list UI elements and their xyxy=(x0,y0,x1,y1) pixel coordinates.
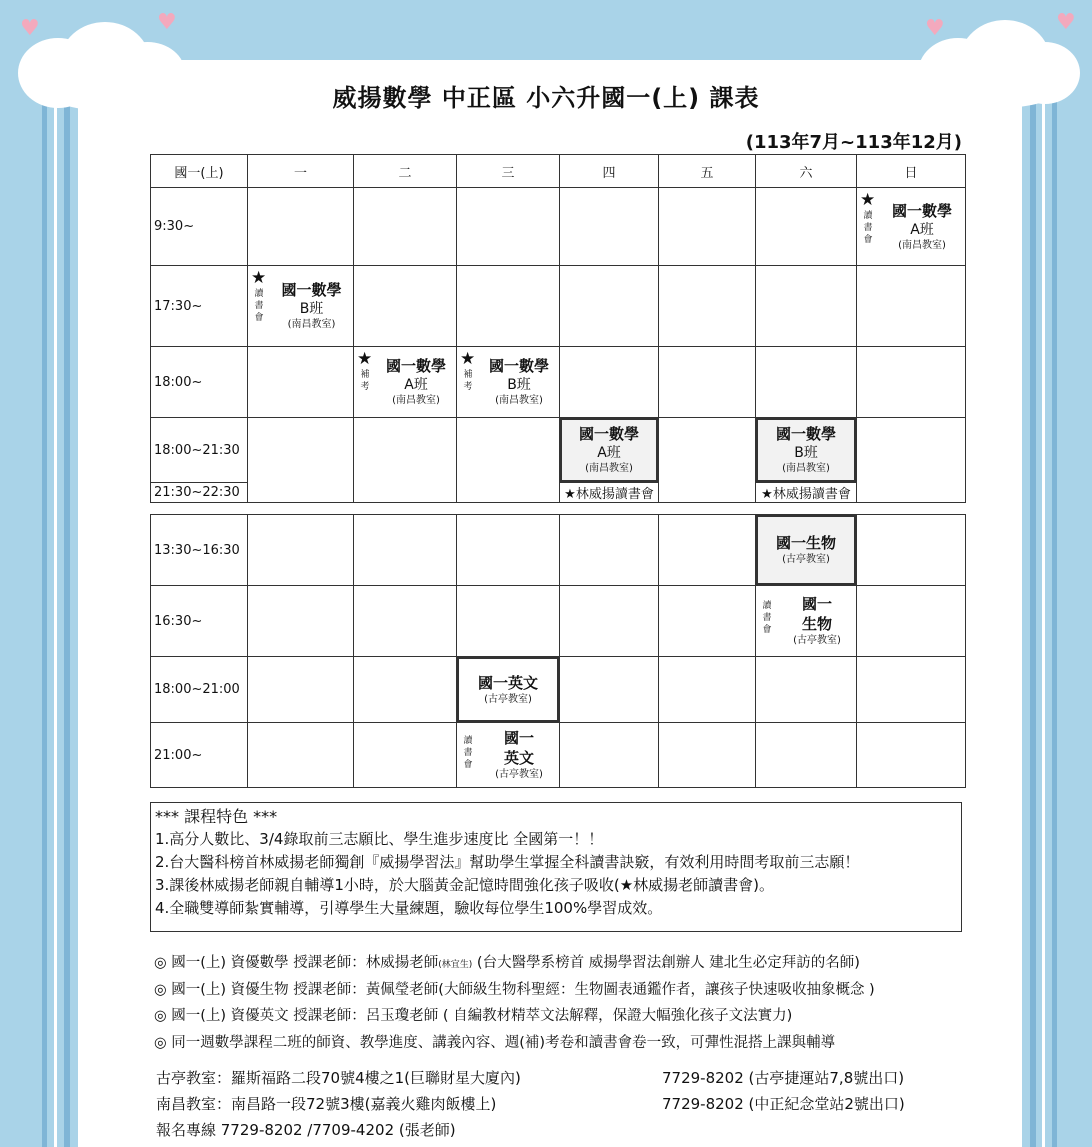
header-sat: 六 xyxy=(756,155,857,188)
feature-item: 2.台大醫科榜首林威揚老師獨創『威揚學習法』幫助學生掌握全科讀書訣竅，有效利用時間考取前三志願！ xyxy=(155,853,860,871)
header-tue: 二 xyxy=(354,155,457,188)
course-features-box xyxy=(150,802,962,932)
course-room: (古亭教室) xyxy=(484,693,532,705)
left-stripe-white xyxy=(54,95,57,1147)
course-class: B班 xyxy=(299,301,324,317)
mix-class-note: ◎ 同一週數學課程二班的師資、教學進度、講義內容、週(補)考卷和讀書會卷一致，可彈性混搭上課與輔導 xyxy=(154,1035,836,1051)
header-mon: 一 xyxy=(248,155,354,188)
heart-icon: ♥ xyxy=(1056,10,1076,35)
course-class: B班 xyxy=(794,445,818,461)
course-cell xyxy=(354,347,457,418)
right-stripe-2 xyxy=(1052,95,1057,1147)
course-class: A班 xyxy=(404,377,428,393)
time-label: 9:30~ xyxy=(151,188,248,266)
period-label: (113年7月~113年12月) xyxy=(745,132,962,153)
course-cell-highlight xyxy=(560,418,659,483)
course-cell-highlight xyxy=(756,515,857,586)
left-stripe-2 xyxy=(64,95,70,1147)
course-class: A班 xyxy=(910,221,934,238)
time-label: 18:00~ xyxy=(151,347,248,418)
teacher-eng: ◎ 國一(上) 資優英文 授課老師：呂玉瓊老師 ( 自編教材精萃文法解釋，保證大幅強化孩子文法實力) xyxy=(154,1008,793,1024)
course-cell xyxy=(248,266,354,347)
time-label: 21:00~ xyxy=(151,723,248,788)
star-icon: ★ xyxy=(357,349,373,369)
time-label: 17:30~ xyxy=(151,266,248,347)
course-room: (古亭教室) xyxy=(782,554,830,565)
course-tag: 補考 xyxy=(360,370,370,392)
course-name: 國一數學 xyxy=(775,425,836,443)
course-room: (古亭教室) xyxy=(495,769,543,780)
star-icon: ★ xyxy=(860,190,876,210)
nanchang-phone: 7729-8202 (中正紀念堂站2號出口) xyxy=(662,1095,905,1113)
star-icon: ★ xyxy=(251,268,267,288)
study-group-note: ★林威揚讀書會 xyxy=(560,483,659,503)
course-name: 國一 xyxy=(503,729,534,747)
heart-icon: ♥ xyxy=(157,10,177,35)
course-cell-highlight xyxy=(457,657,560,723)
time-label: 18:00~21:00 xyxy=(151,657,248,723)
course-class: A班 xyxy=(597,445,621,461)
schedule-table-evening xyxy=(150,154,966,503)
right-stripe-white xyxy=(1042,95,1045,1147)
time-label: 16:30~ xyxy=(151,586,248,657)
course-room: (南昌教室) xyxy=(495,395,543,406)
heart-icon: ♥ xyxy=(20,16,40,41)
features-heading: *** 課程特色 *** xyxy=(155,807,278,826)
course-name: 國一 xyxy=(801,595,832,613)
course-name: 國一英文 xyxy=(477,673,538,692)
guting-address: 古亭教室：羅斯福路二段70號4樓之1(巨聯財星大廈內) xyxy=(156,1069,521,1087)
course-tag: 讀書會 xyxy=(254,289,264,323)
course-name: 英文 xyxy=(503,749,534,767)
header-grade: 國一(上) xyxy=(151,155,248,188)
course-name: 生物 xyxy=(801,615,832,633)
course-cell xyxy=(457,723,560,788)
time-label: 21:30~22:30 xyxy=(151,483,248,503)
course-room: (古亭教室) xyxy=(793,635,841,646)
header-wed: 三 xyxy=(457,155,560,188)
course-cell xyxy=(756,586,857,657)
time-label: 13:30~16:30 xyxy=(151,515,248,586)
left-stripe xyxy=(42,95,47,1147)
course-room: (南昌教室) xyxy=(782,463,830,474)
right-stripe xyxy=(1030,95,1036,1147)
course-name: 國一數學 xyxy=(281,281,342,299)
course-tag: 讀書會 xyxy=(762,601,772,635)
course-cell xyxy=(857,188,966,266)
teacher-math-desc: (台大醫學系榜首 威揚學習法創辦人 建北生必定拜訪的名師) xyxy=(472,955,860,971)
header-fri: 五 xyxy=(659,155,756,188)
course-tag: 讀書會 xyxy=(863,211,873,245)
feature-item: 4.全職雙導師紮實輔導，引導學生大量練題，驗收每位學生100%學習成效。 xyxy=(155,899,663,917)
course-room: (南昌教室) xyxy=(392,395,440,406)
header-thu: 四 xyxy=(560,155,659,188)
feature-item: 1.高分人數比、3/4錄取前三志願比、學生進步速度比 全國第一！！ xyxy=(155,830,604,848)
feature-item: 3.課後林威揚老師親自輔導1小時，於大腦黃金記憶時間強化孩子吸收(★林威揚老師讀書會)。 xyxy=(155,876,775,894)
study-group-note: ★林威揚讀書會 xyxy=(756,483,857,503)
course-name: 國一數學 xyxy=(385,357,446,375)
course-name: 國一生物 xyxy=(775,534,836,552)
nanchang-address: 南昌教室：南昌路一段72號3樓(嘉義火雞肉飯樓上) xyxy=(156,1095,497,1113)
teacher-math-main: ◎ 國一(上) 資優數學 授課老師：林威揚老師 xyxy=(154,955,439,971)
course-class: B班 xyxy=(507,377,531,393)
guting-phone: 7729-8202 (古亭捷運站7,8號出口) xyxy=(662,1069,905,1087)
course-name: 國一數學 xyxy=(891,201,952,220)
schedule-table-weekend xyxy=(150,514,966,788)
heart-icon: ♥ xyxy=(925,16,945,41)
course-room: (南昌教室) xyxy=(287,319,336,330)
teacher-math xyxy=(154,951,860,972)
course-room: (南昌教室) xyxy=(585,463,633,474)
teacher-math-alias: (林宜生) xyxy=(438,960,473,970)
course-name: 國一數學 xyxy=(488,357,549,375)
course-tag: 讀書會 xyxy=(463,736,473,770)
signup-hotline: 報名專線 7729-8202 /7709-4202 (張老師) xyxy=(156,1121,456,1139)
course-cell xyxy=(457,347,560,418)
course-cell-highlight xyxy=(756,418,857,483)
page-title: 威揚數學 中正區 小六升國一(上) 課表 xyxy=(332,84,760,112)
course-tag: 補考 xyxy=(463,370,473,392)
teacher-bio: ◎ 國一(上) 資優生物 授課老師：黃佩瑩老師(大師級生物科聖經：生物圖表通鑑作者，讓孩子快速吸收抽象概念 ) xyxy=(154,982,875,998)
header-sun: 日 xyxy=(857,155,966,188)
course-name: 國一數學 xyxy=(578,425,639,443)
time-label: 18:00~21:30 xyxy=(151,418,248,483)
course-room: (南昌教室) xyxy=(898,239,946,251)
star-icon: ★ xyxy=(460,349,476,369)
